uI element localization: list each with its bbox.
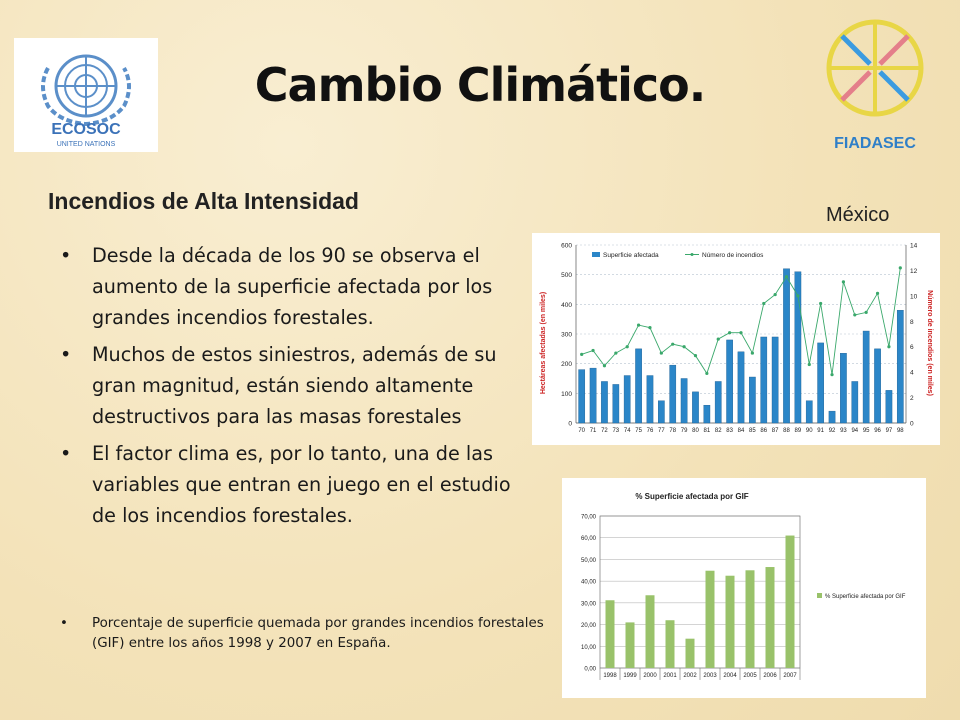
line-point xyxy=(876,292,879,295)
bar xyxy=(606,600,615,668)
legend-label: % Superficie afectada por GIF xyxy=(825,594,906,600)
line-point xyxy=(591,349,594,352)
line-point xyxy=(728,331,731,334)
bar xyxy=(897,310,903,423)
line-point xyxy=(899,266,902,269)
x-tick-label: 86 xyxy=(760,428,768,434)
spain-gif-chart-svg xyxy=(562,478,926,698)
x-tick-label: 89 xyxy=(794,428,802,434)
x-tick-label: 87 xyxy=(771,428,779,434)
bar xyxy=(863,331,869,423)
y2-tick-label: 12 xyxy=(910,267,918,275)
bar xyxy=(840,353,846,423)
bar xyxy=(681,379,687,424)
y-tick-label: 40,00 xyxy=(580,579,596,586)
line-point xyxy=(648,326,651,329)
bullet-item: • El factor clima es, por lo tanto, una de las variables que entran en juego en el estudio de los incendios forestales. xyxy=(60,438,522,531)
x-tick-label: 75 xyxy=(635,428,642,434)
x-tick-label: 76 xyxy=(646,428,654,434)
x-tick-label: 80 xyxy=(692,428,699,434)
y2-axis-label: Número de incendios (en miles) xyxy=(926,290,933,396)
line-point xyxy=(603,364,606,367)
y-tick-label: 20,00 xyxy=(580,623,596,630)
x-tick-label: 2003 xyxy=(703,673,717,679)
x-tick-label: 98 xyxy=(896,428,904,434)
bar xyxy=(886,390,892,423)
ecosoc-logo-subtext: UNITED NATIONS xyxy=(56,141,116,148)
mexico-fires-chart-svg xyxy=(532,233,940,445)
x-tick-label: 82 xyxy=(714,428,722,434)
bullet-list xyxy=(60,240,522,537)
y-tick-label: 0 xyxy=(568,420,572,428)
legend-swatch-marker xyxy=(691,253,694,256)
x-tick-label: 2006 xyxy=(763,673,777,679)
x-tick-label: 78 xyxy=(669,428,677,434)
bar xyxy=(706,571,715,668)
y2-tick-label: 8 xyxy=(910,318,914,326)
line-point xyxy=(694,354,697,357)
bar xyxy=(670,365,676,423)
line-point xyxy=(717,337,720,340)
y2-tick-label: 10 xyxy=(910,293,918,301)
bar xyxy=(766,567,775,668)
x-tick-label: 97 xyxy=(885,428,893,434)
bar xyxy=(686,639,695,668)
line-point xyxy=(887,345,890,348)
x-tick-label: 2007 xyxy=(783,673,797,679)
fiadasec-logo-name: FIADASEC xyxy=(834,135,916,152)
bar xyxy=(783,269,789,423)
y-tick-label: 70,00 xyxy=(580,514,596,521)
bar xyxy=(829,411,835,423)
line-point xyxy=(762,302,765,305)
section-subtitle: Incendios de Alta Intensidad xyxy=(48,188,359,214)
bar xyxy=(626,622,635,668)
x-tick-label: 2002 xyxy=(683,673,697,679)
x-tick-label: 85 xyxy=(749,428,756,434)
x-tick-label: 74 xyxy=(623,428,631,434)
line-point xyxy=(580,353,583,356)
chart-title: % Superficie afectada por GIF xyxy=(635,492,749,501)
x-tick-label: 88 xyxy=(783,428,790,434)
y2-tick-label: 4 xyxy=(910,369,914,377)
bar xyxy=(874,349,880,423)
line-point xyxy=(751,351,754,354)
bar xyxy=(613,384,619,423)
bar xyxy=(749,377,755,423)
ecosoc-logo-name: ECOSOC xyxy=(51,121,121,138)
legend-label-bar: Superficie afectada xyxy=(603,252,659,259)
bar xyxy=(806,401,812,423)
x-tick-label: 2005 xyxy=(743,673,757,679)
bar xyxy=(761,337,767,423)
bar xyxy=(646,595,655,668)
line-point xyxy=(842,280,845,283)
bar xyxy=(852,381,858,423)
y-tick-label: 50,00 xyxy=(580,557,596,564)
bar xyxy=(772,337,778,423)
line-point xyxy=(671,343,674,346)
ecosoc-logo xyxy=(14,38,158,152)
x-tick-label: 84 xyxy=(737,428,745,434)
spain-gif-chart xyxy=(562,478,926,698)
x-tick-label: 96 xyxy=(874,428,881,434)
x-tick-label: 77 xyxy=(658,428,665,434)
y-tick-label: 0,00 xyxy=(584,666,596,673)
legend-swatch xyxy=(817,593,822,598)
x-tick-label: 70 xyxy=(578,428,586,434)
y2-tick-label: 0 xyxy=(910,420,914,428)
x-tick-label: 73 xyxy=(612,428,620,434)
small-bullet-note: • Porcentaje de superficie quemada por grandes incendios forestales (GIF) entre los años 1998 y 2007 en España. xyxy=(60,614,554,654)
bar xyxy=(786,536,795,668)
line-point xyxy=(705,372,708,375)
bar xyxy=(726,340,732,423)
un-emblem-icon xyxy=(14,38,158,152)
x-tick-label: 1998 xyxy=(603,673,617,679)
y2-tick-label: 14 xyxy=(910,242,918,250)
line-point xyxy=(819,302,822,305)
line-point xyxy=(865,311,868,314)
bar xyxy=(746,570,755,668)
bullet-item: • Desde la década de los 90 se observa el aumento de la superficie afectada por los grandes incendios forestales. xyxy=(60,240,522,333)
y-tick-label: 100 xyxy=(561,390,572,398)
x-tick-label: 72 xyxy=(601,428,608,434)
x-tick-label: 92 xyxy=(828,428,836,434)
x-tick-label: 2004 xyxy=(723,673,737,679)
legend-label-line: Número de incendios xyxy=(702,252,764,259)
bar xyxy=(704,405,710,423)
line-point xyxy=(830,373,833,376)
y-tick-label: 60,00 xyxy=(580,536,596,543)
y-tick-label: 500 xyxy=(561,272,572,280)
x-tick-label: 94 xyxy=(851,428,859,434)
y-tick-label: 30,00 xyxy=(580,601,596,608)
line-point xyxy=(660,351,663,354)
bar xyxy=(658,401,664,423)
y-tick-label: 10,00 xyxy=(580,644,596,651)
fiadasec-logo xyxy=(818,18,942,158)
x-tick-label: 79 xyxy=(680,428,688,434)
x-tick-label: 2000 xyxy=(643,673,657,679)
bar xyxy=(692,392,698,423)
bar xyxy=(818,343,824,423)
y-tick-label: 400 xyxy=(561,301,572,309)
page-title: Cambio Climático. xyxy=(254,58,706,112)
line-point xyxy=(853,313,856,316)
x-tick-label: 95 xyxy=(862,428,870,434)
y2-tick-label: 2 xyxy=(910,395,914,403)
bar xyxy=(726,576,735,668)
y-axis-label: Hectáreas afectadas (en miles) xyxy=(540,291,547,395)
fiadasec-wheel-icon xyxy=(818,18,942,158)
bar xyxy=(590,368,596,423)
y-tick-label: 200 xyxy=(561,361,572,369)
x-tick-label: 81 xyxy=(703,428,711,434)
bar xyxy=(624,376,630,423)
x-tick-label: 83 xyxy=(726,428,733,434)
bar xyxy=(579,370,585,423)
line-point xyxy=(637,324,640,327)
x-tick-label: 90 xyxy=(805,428,813,434)
line-point xyxy=(626,345,629,348)
x-tick-label: 2001 xyxy=(663,673,677,679)
line-point xyxy=(739,331,742,334)
y-tick-label: 300 xyxy=(561,331,572,339)
line-point xyxy=(614,351,617,354)
legend-swatch-bar xyxy=(592,252,600,257)
bar xyxy=(647,376,653,423)
x-tick-label: 93 xyxy=(840,428,847,434)
line-point xyxy=(808,363,811,366)
line-point xyxy=(796,294,799,297)
mexico-fires-chart xyxy=(532,233,940,445)
bar xyxy=(635,349,641,423)
x-tick-label: 1999 xyxy=(623,673,637,679)
y2-tick-label: 6 xyxy=(910,344,914,352)
y-tick-label: 600 xyxy=(561,242,572,250)
bar xyxy=(715,381,721,423)
bar xyxy=(738,352,744,423)
bullet-item: • Muchos de estos siniestros, además de su gran magnitud, están siendo altamente destructivos para las masas forestales xyxy=(60,339,522,432)
x-tick-label: 71 xyxy=(589,428,597,434)
line-point xyxy=(683,345,686,348)
line-point xyxy=(774,293,777,296)
region-label: México xyxy=(826,204,890,226)
bar xyxy=(601,381,607,423)
bar xyxy=(666,620,675,668)
x-tick-label: 91 xyxy=(817,428,824,434)
line-point xyxy=(785,275,788,278)
